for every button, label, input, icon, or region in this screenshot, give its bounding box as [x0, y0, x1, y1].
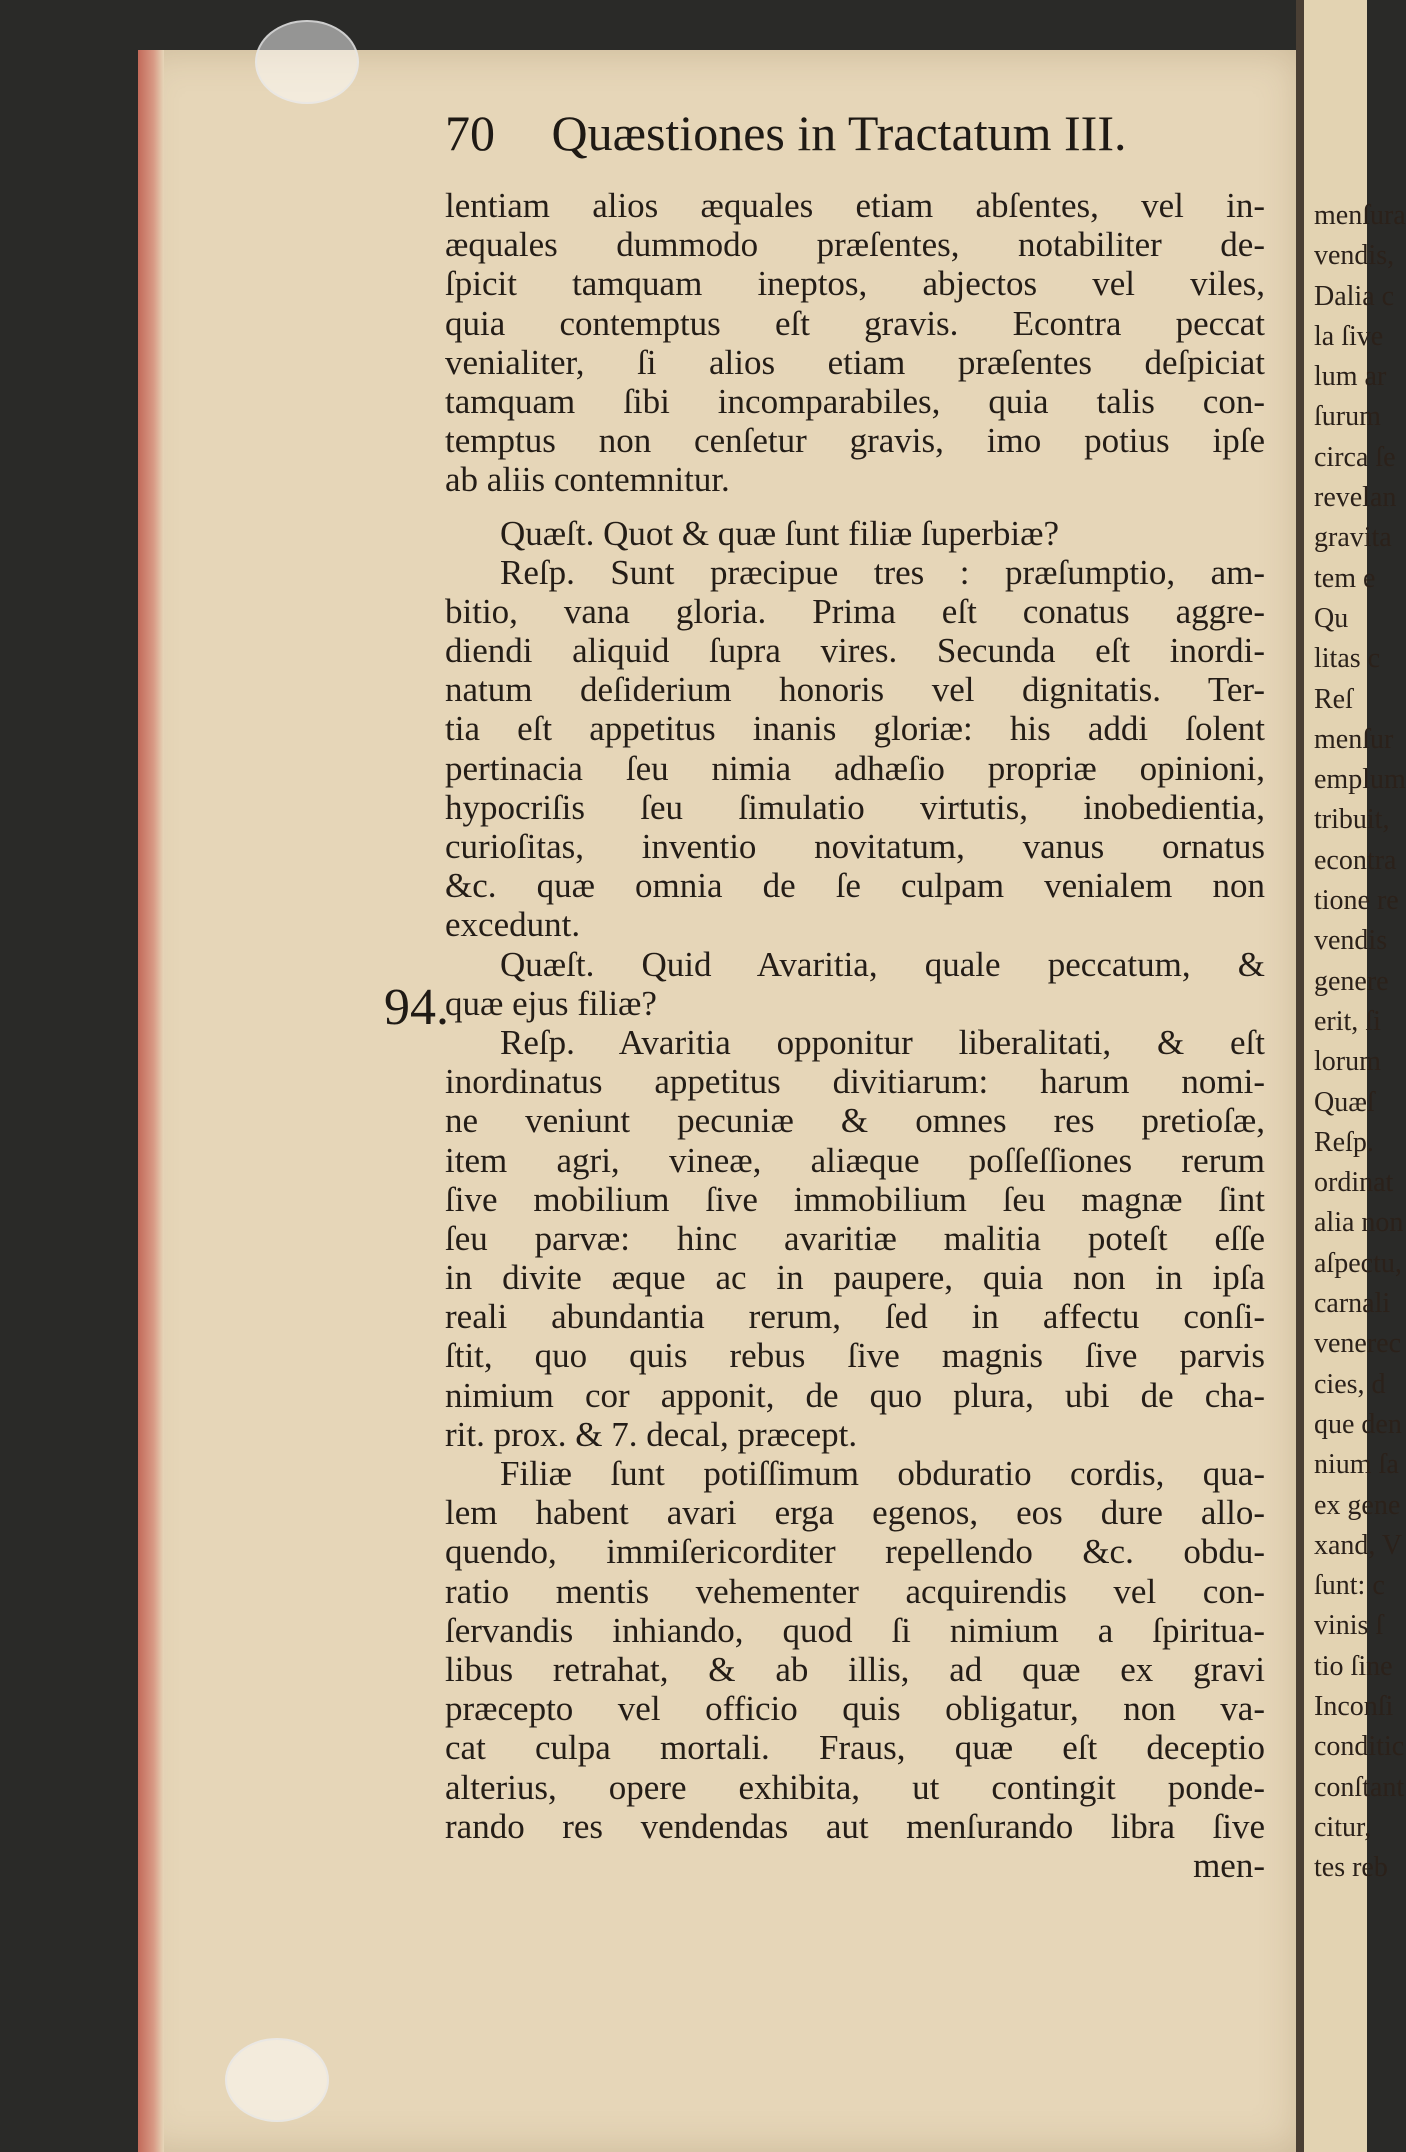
running-header — [445, 104, 1225, 174]
body-text — [445, 186, 1265, 1885]
book-gutter — [1296, 0, 1304, 2152]
facing-fragment: que den — [1314, 1408, 1402, 1440]
margin-paragraph-number: 94. — [384, 979, 449, 1036]
facing-fragment: conditic — [1314, 1731, 1405, 1763]
facing-fragment: vendis, — [1314, 240, 1395, 272]
text-line: Quæſt. Quot & quæ ſunt filiæ ſuperbiæ? — [500, 513, 1060, 553]
text-line: reali abundantia rerum, ſed in affectu conſi- — [445, 1297, 1265, 1337]
facing-fragment: xand, V — [1314, 1529, 1403, 1561]
text-line: ſive mobilium ſive immobilium ſeu magnæ ſint — [445, 1179, 1265, 1219]
text-line: ab aliis contemnitur. — [445, 460, 730, 500]
text-line: Reſp. Avaritia opponitur liberalitati, & eſt — [500, 1022, 1265, 1062]
facing-fragment: econtra — [1314, 844, 1397, 876]
text-line: men- — [1193, 1845, 1265, 1885]
facing-fragment: Inconſi — [1314, 1690, 1394, 1722]
facing-fragment: lorum — [1314, 1046, 1381, 1078]
facing-fragment: tem e — [1314, 562, 1376, 594]
text-line: quæ ejus filiæ? — [445, 983, 657, 1023]
facing-fragment: carnali — [1314, 1288, 1391, 1320]
facing-fragment: Reſ — [1314, 683, 1353, 715]
facing-fragment: menſur — [1314, 723, 1394, 755]
facing-fragment: tio ſine — [1314, 1650, 1393, 1682]
facing-fragment: ſunt: c — [1314, 1570, 1385, 1602]
text-line: quendo, immiſericorditer repellendo &c. obdu- — [445, 1532, 1265, 1572]
facing-fragment: erit, ſi — [1314, 1005, 1381, 1037]
facing-page-edge — [1304, 0, 1406, 2152]
facing-fragment: Quæſ — [1314, 1086, 1375, 1118]
facing-fragment: vinis ſ — [1314, 1610, 1384, 1642]
text-line: rando res vendendas aut menſurando libra ſive — [445, 1806, 1265, 1846]
text-line: item agri, vineæ, aliæque poſſeſſiones rerum — [445, 1140, 1265, 1180]
text-line: libus retrahat, & ab illis, ad quæ ex gravi — [445, 1649, 1265, 1689]
text-line: curioſitas, inventio novitatum, vanus ornatus — [445, 827, 1265, 866]
facing-fragment: tes reb — [1314, 1852, 1388, 1884]
text-line: ne veniunt pecuniæ & omnes res pretioſæ, — [445, 1101, 1265, 1141]
facing-fragment: emplum — [1314, 764, 1406, 796]
facing-fragment: lum ar — [1314, 361, 1387, 393]
facing-fragment: venerec — [1314, 1328, 1402, 1360]
text-line: Filiæ ſunt potiſſimum obduratio cordis, qua- — [500, 1454, 1265, 1493]
text-line: Reſp. Sunt præcipue tres : præſumptio, am- — [500, 552, 1265, 592]
text-line: in divite æque ac in paupere, quia non in ipſa — [445, 1258, 1265, 1298]
facing-fragment: nium ſa — [1314, 1449, 1399, 1481]
facing-fragment: revelan — [1314, 482, 1397, 514]
text-line: cat culpa mortali. Fraus, quæ eſt deceptio — [445, 1728, 1265, 1768]
text-line: ſervandis inhiando, quod ſi nimium a ſpiritua- — [445, 1610, 1265, 1650]
facing-fragment: tione re — [1314, 885, 1399, 917]
text-line: inordinatus appetitus divitiarum: harum nomi- — [445, 1062, 1265, 1102]
facing-fragment: aſpectu, — [1314, 1247, 1402, 1279]
facing-fragment: citur, — [1314, 1811, 1372, 1843]
paragraph-gap — [445, 500, 1265, 514]
text-line: hypocriſis ſeu ſimulatio virtutis, inobedientia, — [445, 787, 1265, 827]
text-line: nimium cor apponit, de quo plura, ubi de cha- — [445, 1375, 1265, 1415]
facing-fragment: alia non — [1314, 1207, 1404, 1239]
red-page-edge — [138, 50, 164, 2152]
text-line: ſpicit tamquam ineptos, abjectos vel viles, — [445, 264, 1265, 304]
facing-fragment: gravita — [1314, 522, 1392, 554]
facing-fragment: conſtant — [1314, 1771, 1405, 1803]
facing-fragment: ſurum — [1314, 401, 1381, 433]
text-line: rit. prox. & 7. decal, præcept. — [445, 1414, 858, 1454]
text-line: tia eſt appetitus inanis gloriæ: his addi ſolent — [445, 709, 1265, 749]
text-line: diendi aliquid ſupra vires. Secunda eſt inordi- — [445, 631, 1265, 671]
facing-fragment: genere — [1314, 965, 1389, 997]
text-line: ratio mentis vehementer acquirendis vel con- — [445, 1571, 1265, 1611]
facing-fragment: circa ſe — [1314, 441, 1396, 473]
text-line: ſeu parvæ: hinc avaritiæ malitia poteſt eſſe — [445, 1218, 1265, 1258]
text-line: Quæſt. Quid Avaritia, quale peccatum, & — [500, 944, 1265, 984]
text-line: ſtit, quo quis rebus ſive magnis ſive parvis — [445, 1336, 1265, 1376]
facing-fragment: tribuit, — [1314, 804, 1390, 836]
facing-fragment: Reſp. — [1314, 1126, 1374, 1158]
facing-page-text — [1314, 196, 1406, 1888]
page-number: 70 — [445, 105, 495, 161]
facing-fragment: cies, d — [1314, 1368, 1386, 1400]
text-line: lentiam alios æquales etiam abſentes, vel in- — [445, 186, 1265, 225]
text-line: &c. quæ omnia de ſe culpam venialem non — [445, 866, 1265, 906]
text-line: bitio, vana gloria. Prima eſt conatus aggre- — [445, 591, 1265, 631]
text-line: lem habent avari erga egenos, eos dure allo- — [445, 1493, 1265, 1533]
text-line: tamquam ſibi incomparabiles, quia talis con- — [445, 381, 1265, 421]
text-line: natum deſiderium honoris vel dignitatis. Ter- — [445, 670, 1265, 710]
facing-fragment: ex gene — [1314, 1489, 1401, 1521]
text-line: temptus non cenſetur gravis, imo potius ipſe — [445, 421, 1265, 461]
facing-fragment: menſura — [1314, 200, 1406, 231]
text-line: excedunt. — [445, 905, 581, 945]
running-title: Quæstiones in Tractatum III. — [551, 105, 1127, 161]
facing-fragment: la ſive — [1314, 320, 1384, 352]
clip-top — [255, 20, 359, 104]
text-line: præcepto vel officio quis obligatur, non va- — [445, 1689, 1265, 1729]
text-line: quia contemptus eſt gravis. Econtra peccat — [445, 303, 1265, 343]
facing-fragment: vendis — [1314, 925, 1388, 957]
text-line: æquales dummodo præſentes, notabiliter de- — [445, 225, 1265, 265]
clip-bottom — [225, 2038, 329, 2122]
text-line: alterius, opere exhibita, ut contingit ponde- — [445, 1767, 1265, 1807]
text-line: venialiter, ſi alios etiam præſentes deſpiciat — [445, 342, 1265, 382]
facing-fragment: Dalia c — [1314, 280, 1395, 312]
facing-fragment: ordinat — [1314, 1167, 1394, 1199]
facing-fragment: Qu — [1314, 602, 1349, 634]
text-line: pertinacia ſeu nimia adhæſio propriæ opinioni, — [445, 748, 1265, 788]
facing-fragment: litas c — [1314, 643, 1381, 675]
